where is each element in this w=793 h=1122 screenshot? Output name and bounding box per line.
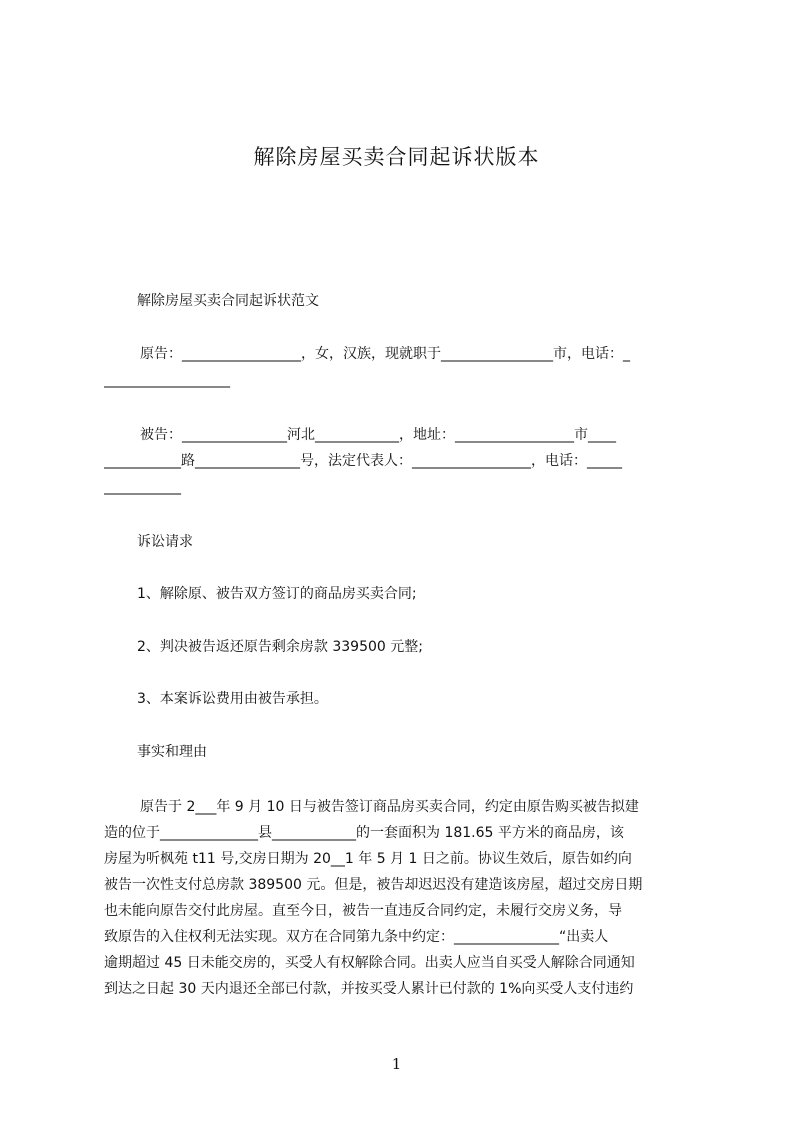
claims-heading: 诉讼请求 — [137, 534, 193, 550]
facts-line: 房屋为听枫苑 t11 号,交房日期为 20__1 年 5 月 1 日之前。协议生效后，原告如约向 — [104, 851, 632, 867]
defendant-line-2: ___________路_______________号，法定代表人：_________________，电话：_____ — [104, 453, 622, 469]
facts-line: 到达之日起 30 天内退还全部已付款，并按买受人累计已付款的 1%向买受人支付违约 — [104, 981, 634, 997]
defendant-line-1: 被告：_______________河北____________，地址：_________________市____ — [140, 427, 616, 443]
claim-item: 2、判决被告返还原告剩余房款 339500 元整; — [137, 639, 423, 655]
facts-line: 被告一次性支付总房款 389500 元。但是，被告却迟迟没有建造该房屋，超过交房日期 — [104, 877, 643, 893]
claim-item: 3、本案诉讼费用由被告承担。 — [137, 691, 328, 707]
plaintiff-line-1: 原告：_________________，女，汉族，现就职于________________市，电话：_ — [140, 346, 630, 362]
document-subtitle: 解除房屋买卖合同起诉状范文 — [137, 293, 319, 309]
claim-item: 1、解除原、被告双方签订的商品房买卖合同; — [137, 586, 417, 602]
page-title: 解除房屋买卖合同起诉状版本 — [253, 145, 540, 169]
facts-line: 造的位于______________县____________的一套面积为 181.65 平方米的商品房，该 — [104, 825, 624, 841]
facts-line: 原告于 2___年 9 月 10 日与被告签订商品房买卖合同，约定由原告购买被告拟建 — [140, 799, 639, 815]
facts-heading: 事实和理由 — [137, 744, 207, 760]
plaintiff-line-2: __________________ — [104, 372, 230, 388]
facts-line: 致原告的入住权利无法实现。双方在合同第九条中约定：_______________“出卖人 — [104, 929, 609, 945]
page-number: 1 — [391, 1055, 402, 1073]
facts-line: 逾期超过 45 日未能交房的，买受人有权解除合同。出卖人应当自买受人解除合同通知 — [104, 955, 635, 971]
facts-line: 也未能向原告交付此房屋。直至今日，被告一直违反合同约定，未履行交房义务，导 — [104, 903, 622, 919]
defendant-line-3: ___________ — [104, 479, 181, 495]
